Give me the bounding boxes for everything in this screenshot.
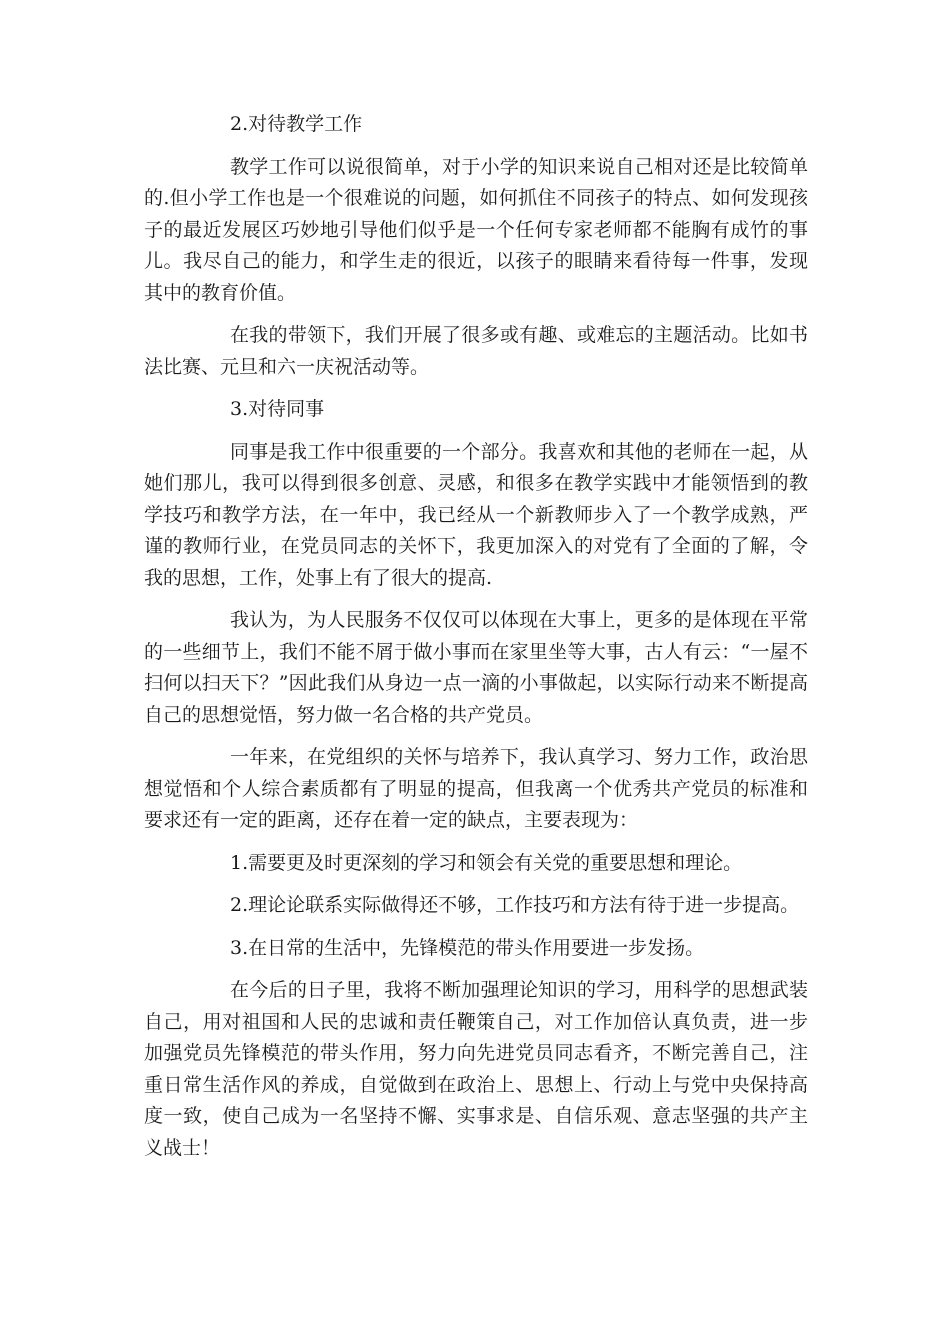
list-item-shortcoming-1: 1.需要更及时更深刻的学习和领会有关党的重要思想和理论。 (230, 851, 743, 874)
paragraph-year-summary: 一年来，在党组织的关怀与培养下，我认真学习、努力工作，政治思想觉悟和个人综合素质都有了明显的提高，但我离一个优秀共产党员的标准和要求还有一定的距离，还存在着一定的缺点，主要表现为： (144, 746, 808, 831)
list-item-shortcoming-3: 3.在日常的生活中，先锋模范的带头作用要进一步发扬。 (230, 936, 705, 959)
document-body (144, 109, 808, 1175)
list-item-shortcoming-2: 2.理论论联系实际做得还不够，工作技巧和方法有待于进一步提高。 (230, 894, 800, 916)
section-heading-teaching: 2.对待教学工作 (230, 113, 363, 135)
paragraph-teaching-work: 教学工作可以说很简单，对于小学的知识来说自己相对还是比较简单的.但小学工作也是一个很难说的问题，如何抓住不同孩子的特点、如何发现孩子的最近发展区巧妙地引导他们似乎是一个任何专家老师都不能胸有成竹的事儿。我尽自己的能力，和学生走的很近，以孩子的眼睛来看待每一件事，发现其中的教育价值。 (144, 155, 808, 304)
paragraph-activities: 在我的带领下，我们开展了很多或有趣、或难忘的主题活动。比如书法比赛、元旦和六一庆祝活动等。 (144, 324, 808, 378)
paragraph-serve-people: 我认为，为人民服务不仅仅可以体现在大事上，更多的是体现在平常的一些细节上，我们不能不屑于做小事而在家里坐等大事，古人有云：“一屋不扫何以扫天下？”因此我们从身边一点一滴的小事做起，以实际行动来不断提高自己的思想觉悟，努力做一名合格的共产党员。 (144, 609, 808, 726)
section-heading-colleagues: 3.对待同事 (230, 398, 325, 420)
paragraph-future-plan: 在今后的日子里，我将不断加强理论知识的学习，用科学的思想武装自己，用对祖国和人民的忠诚和责任鞭策自己，对工作加倍认真负责，进一步加强党员先锋模范的带头作用，努力向先进党员同志看齐，不断完善自己，注重日常生活作风的养成，自觉做到在政治上、思想上、行动上与党中央保持高度一致，使自己成为一名坚持不懈、实事求是、自信乐观、意志坚强的共产主义战士！ (144, 979, 808, 1159)
paragraph-colleagues: 同事是我工作中很重要的一个部分。我喜欢和其他的老师在一起，从她们那儿，我可以得到很多创意、灵感，和很多在教学实践中才能领悟到的教学技巧和教学方法，在一年中，我已经从一个新教师步入了一个教学成熟，严谨的教师行业，在党员同志的关怀下，我更加深入的对党有了全面的了解，令我的思想，工作，处事上有了很大的提高. (144, 440, 808, 589)
